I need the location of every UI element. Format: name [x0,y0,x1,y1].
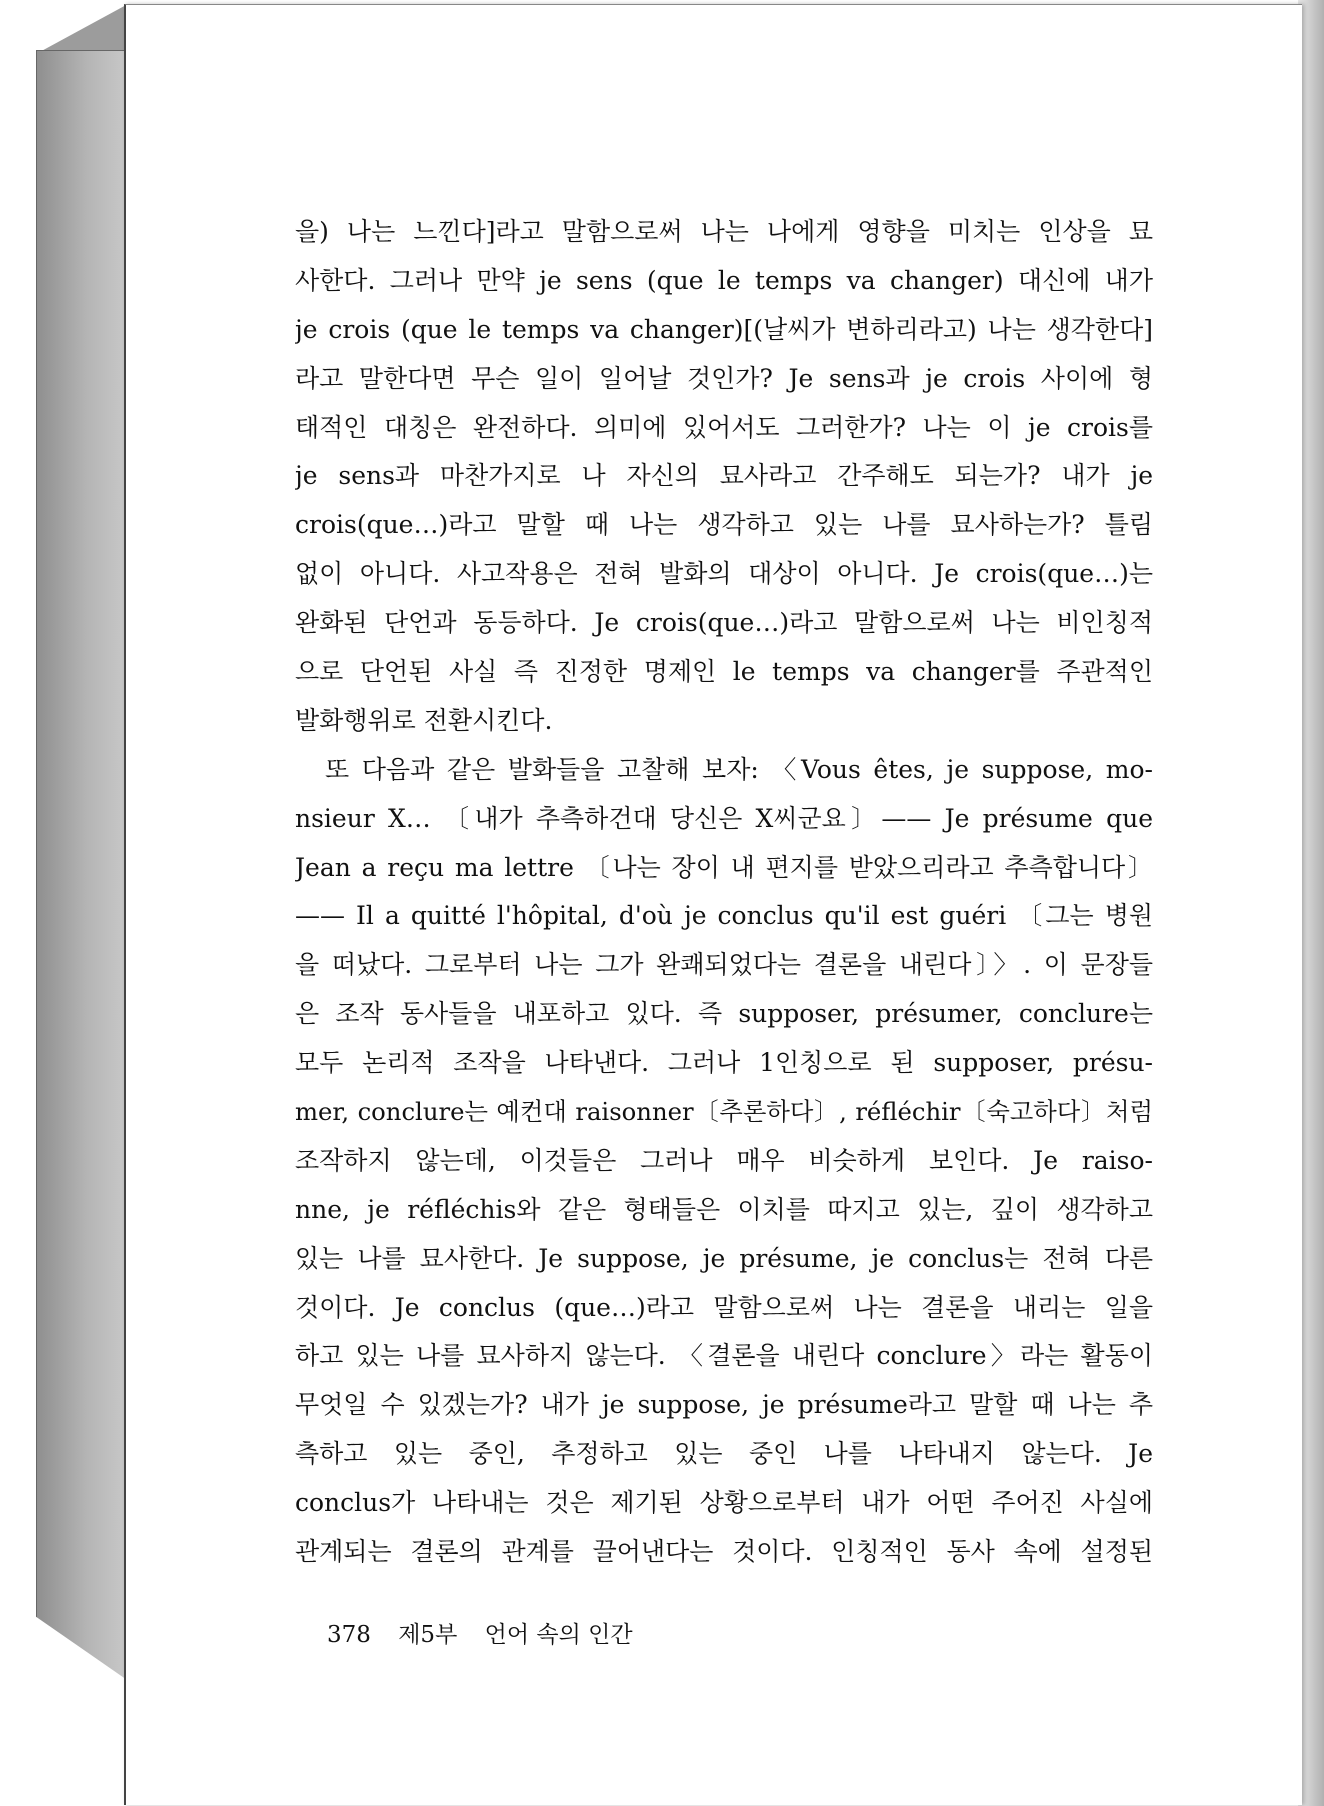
text-line: 을) 나는 느낀다]라고 말함으로써 나는 나에게 영향을 미치는 인상을 묘 [295,217,1153,246]
text-line: 완화된 단언과 동등하다. Je crois(que…)라고 말함으로써 나는 비인칭적 [295,608,1153,638]
part-label: 제5부 [398,1622,458,1648]
text-line: 없이 아니다. 사고작용은 전혀 발화의 대상이 아니다. Je crois(que…)는 [295,559,1153,589]
text-line: mer, conclure는 예컨대 raisonner〔추론하다〕, réfléchir〔숙고하다〕처럼 [295,1097,1153,1127]
text-line: 있는 나를 묘사한다. Je suppose, je présume, je conclus는 전혀 다른 [295,1243,1153,1273]
text-line: 측하고 있는 중인, 추정하고 있는 중인 나를 나타내지 않는다. Je [295,1439,1153,1469]
text-line: Jean a reçu ma lettre 〔나는 장이 내 편지를 받았으리라고 추측합니다〕 [295,852,1153,882]
text-line: 것이다. Je conclus (que…)라고 말함으로써 나는 결론을 내리는 일을 [295,1292,1153,1322]
text-line: 또 다음과 같은 발화들을 고찰해 보자: 〈Vous êtes, je suppose, mo- [325,754,1153,784]
text-line: conclus가 나타내는 것은 제기된 상황으로부터 내가 어떤 주어진 사실에 [295,1488,1153,1518]
text-line: 을 떠났다. 그로부터 나는 그가 완쾌되었다는 결론을 내린다〕〉. 이 문장들 [295,950,1153,980]
text-line: je sens과 마찬가지로 나 자신의 묘사라고 간주해도 되는가? 내가 je [295,461,1153,491]
text-line: 발화행위로 전환시킨다. [295,705,553,735]
text-line: 사한다. 그러나 만약 je sens (que le temps va changer) 대신에 내가 [295,265,1153,295]
text-line: —— Il a quitté l'hôpital, d'où je conclus qu'il est guéri 〔그는 병원 [295,901,1153,931]
text-line: nsieur X… 〔내가 추측하건대 당신은 X씨군요〕—— Je présume que [295,803,1153,833]
page-footer [327,1616,633,1649]
text-line: 하고 있는 나를 묘사하지 않는다. 〈결론을 내린다 conclure〉라는 활동이 [295,1341,1153,1371]
text-line: 무엇일 수 있겠는가? 내가 je suppose, je présume라고 말할 때 나는 추 [295,1390,1153,1420]
text-line: 모두 논리적 조작을 나타낸다. 그러나 1인칭으로 된 supposer, présu- [295,1048,1153,1078]
book-spine-edge [36,50,130,1682]
text-line: nne, je réfléchis와 같은 형태들은 이치를 따지고 있는, 깊이 생각하고 [295,1194,1153,1224]
body-text [295,208,1153,1577]
text-line: 태적인 대칭은 완전하다. 의미에 있어서도 그러한가? 나는 이 je crois를 [295,412,1153,442]
text-line: 조작하지 않는데, 이것들은 그러나 매우 비슷하게 보인다. Je raiso- [295,1145,1153,1175]
running-title: 언어 속의 인간 [484,1622,633,1648]
text-line: 으로 단언된 사실 즉 진정한 명제인 le temps va changer를 주관적인 [295,657,1153,687]
text-line: crois(que…)라고 말할 때 나는 생각하고 있는 나를 묘사하는가? 틀림 [295,510,1153,540]
text-line: je crois (que le temps va changer)[(날씨가 변하리라고) 나는 생각한다] [295,314,1153,344]
text-line: 관계되는 결론의 관계를 끌어낸다는 것이다. 인칭적인 동사 속에 설정된 [295,1537,1153,1567]
text-line: 은 조작 동사들을 내포하고 있다. 즉 supposer, présumer, conclure는 [295,999,1153,1029]
text-line: 라고 말한다면 무슨 일이 일어날 것인가? Je sens과 je crois 사이에 형 [295,363,1153,393]
page-number: 378 [327,1622,371,1648]
